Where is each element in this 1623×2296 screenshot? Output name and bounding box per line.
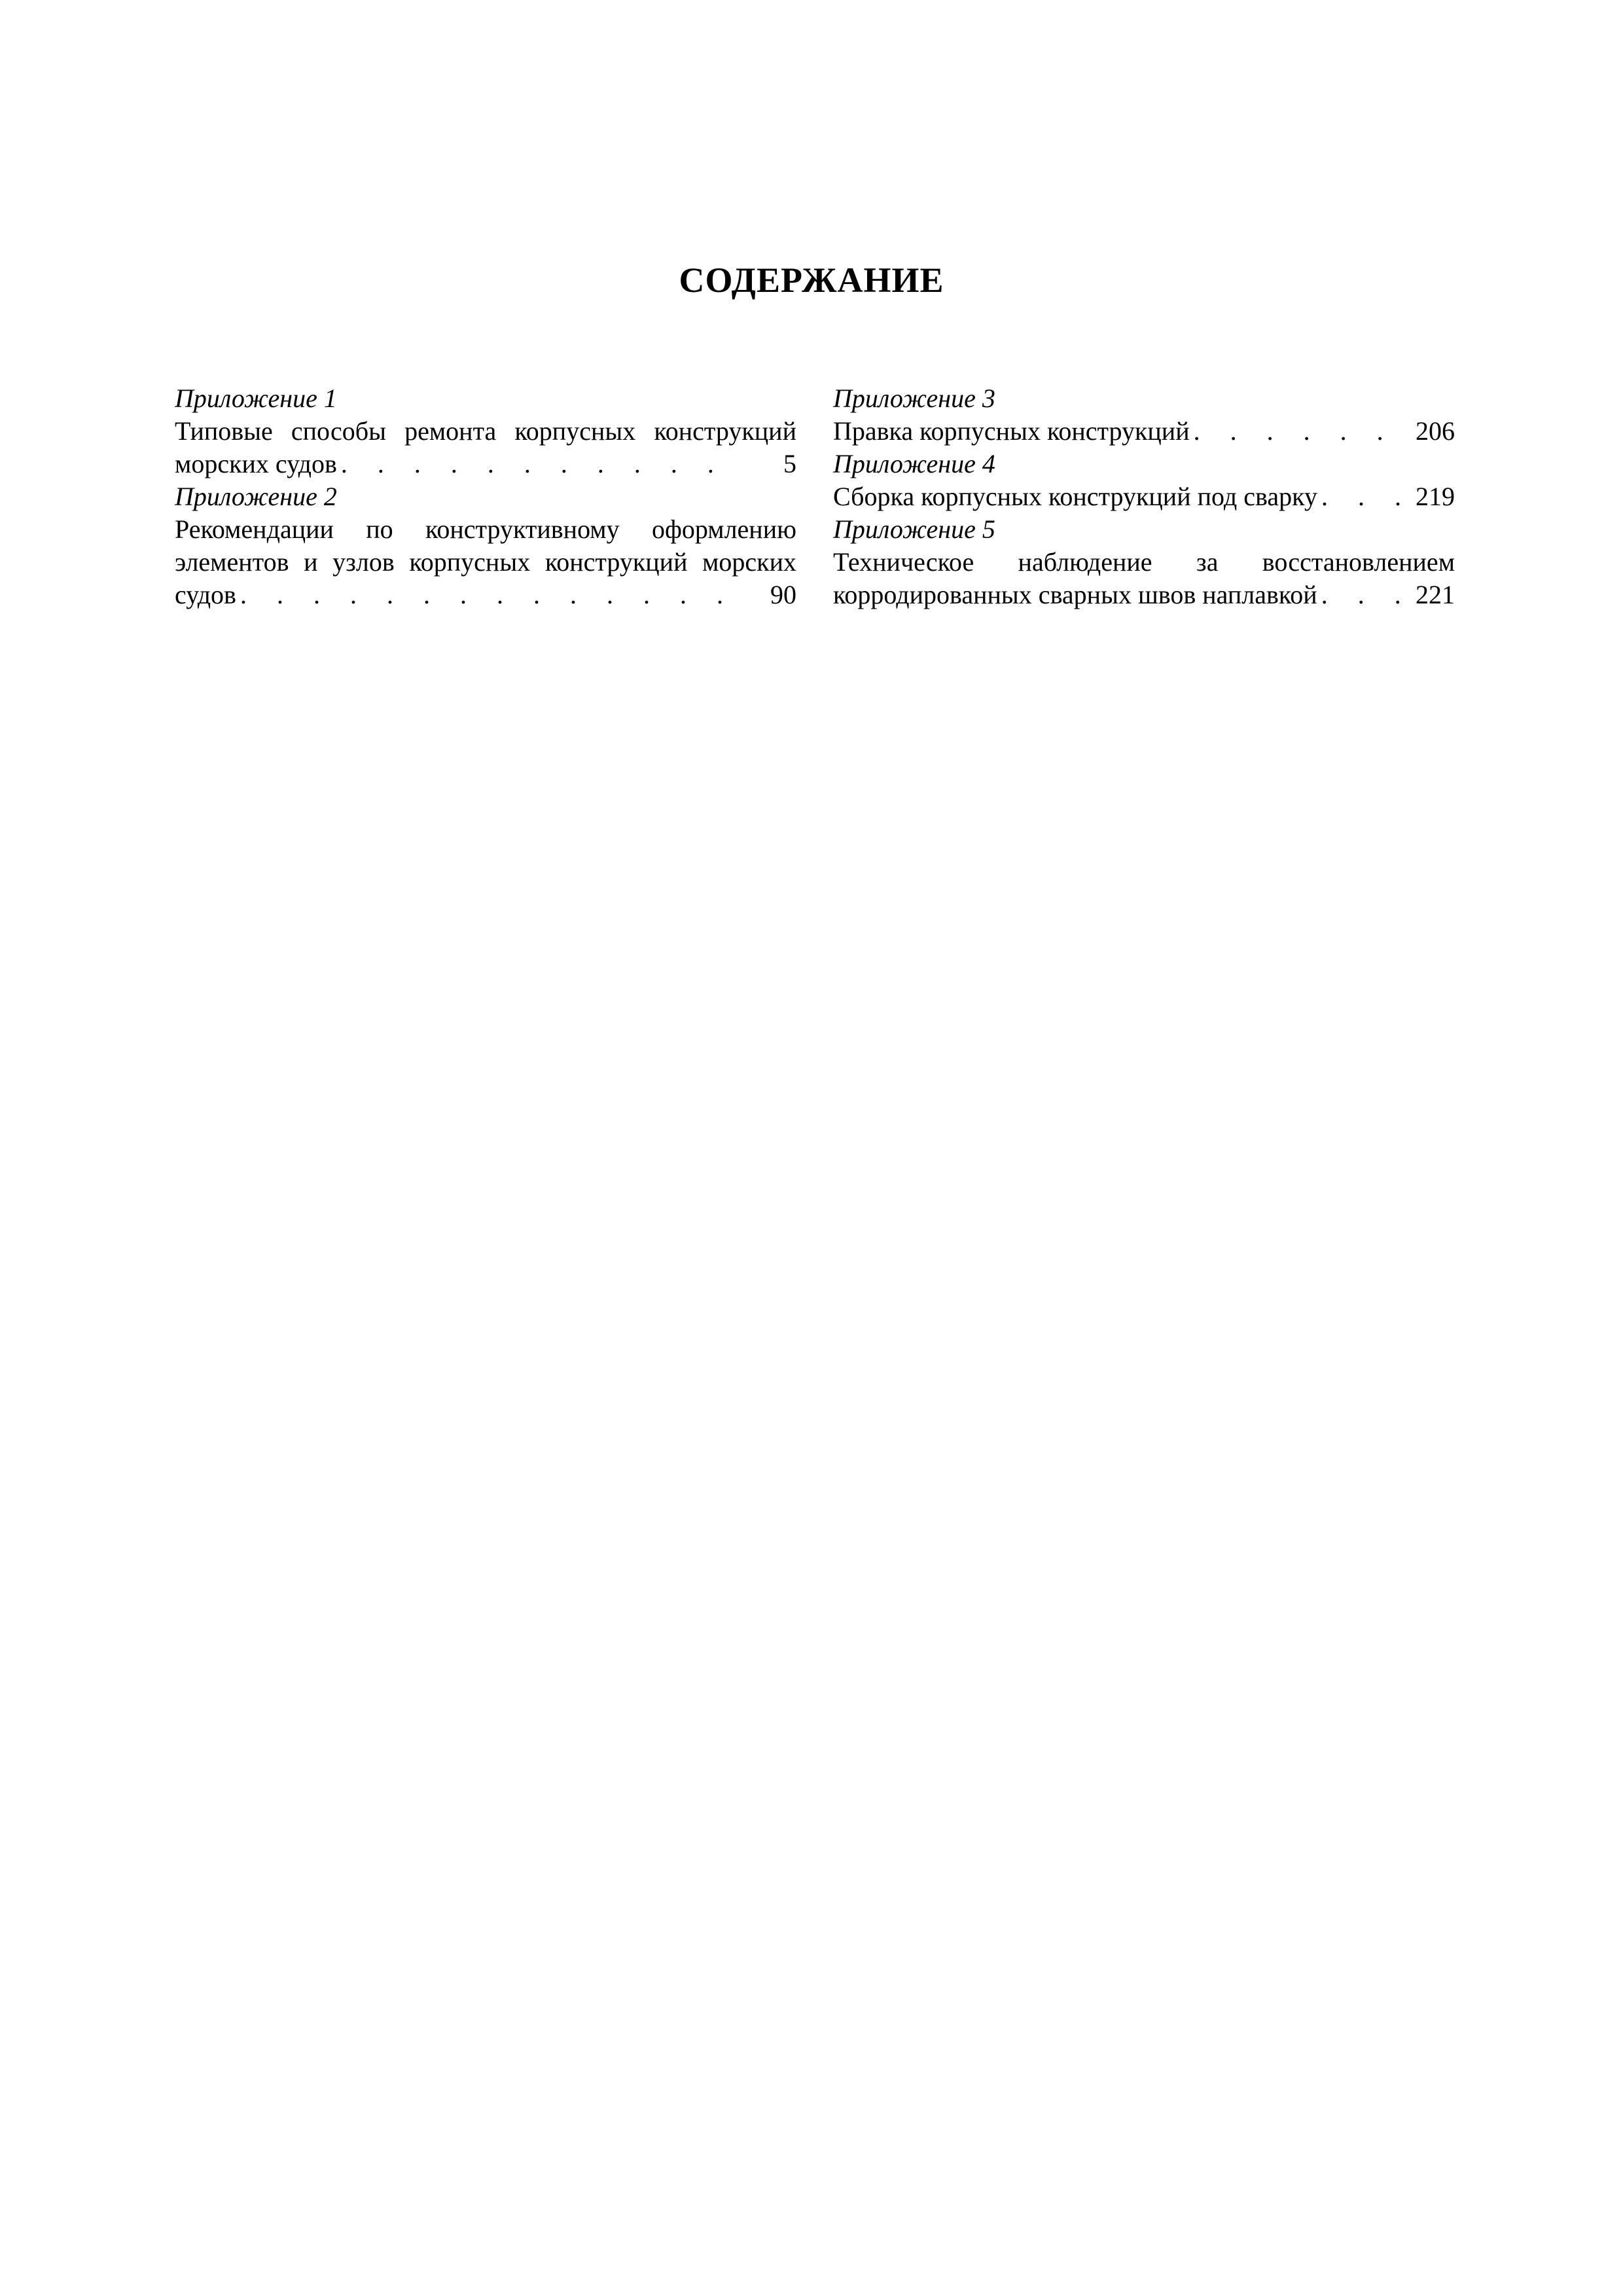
toc-left-column [175,382,796,611]
toc-right-column [833,382,1455,611]
appendix-label: Приложение 4 [833,449,995,478]
page-number: 206 [1416,416,1455,446]
toc-entry-appendix-1[interactable] [175,382,796,480]
toc-entry-appendix-4[interactable] [833,448,1455,513]
entry-title-last-line [175,579,796,611]
entry-title-line: Рекомендации по конструктивному оформлению [175,514,796,544]
appendix-label: Приложение 3 [833,384,995,413]
toc-entry-appendix-3[interactable] [833,382,1455,448]
entry-title-line: элементов и узлов корпусных конструкций морских [175,547,796,577]
entry-title-text: Сборка корпусных конструкций под сварку [833,482,1317,511]
page-title: СОДЕРЖАНИЕ [679,260,944,300]
appendix-label: Приложение 5 [833,514,995,544]
appendix-label: Приложение 1 [175,384,337,413]
entry-title-last-line [175,448,796,480]
entry-title-last-line [833,480,1455,513]
entry-title-text: корродированных сварных швов наплавкой [833,580,1317,609]
dot-leader [236,579,741,611]
entry-title-last-line [833,579,1455,611]
page-number: 90 [770,580,796,609]
appendix-label: Приложение 2 [175,482,337,511]
entry-title-last-line [833,415,1455,448]
entry-title-text: Правка корпусных конструкций [833,416,1190,446]
page-number: 221 [1416,580,1455,609]
entry-title-line: Техническое наблюдение за восстановлением [833,547,1455,577]
entry-title-text: морских судов [175,449,337,478]
dot-leader [1317,579,1400,611]
page-number: 219 [1416,482,1455,511]
entry-title-text: судов [175,580,236,609]
page-number: 5 [783,449,796,478]
toc-entry-appendix-2[interactable] [175,480,796,611]
dot-leader [1190,415,1400,448]
dot-leader [1317,480,1400,513]
toc-entry-appendix-5[interactable] [833,513,1455,611]
dot-leader [337,448,741,480]
entry-title-line: Типовые способы ремонта корпусных конструкций [175,416,796,446]
